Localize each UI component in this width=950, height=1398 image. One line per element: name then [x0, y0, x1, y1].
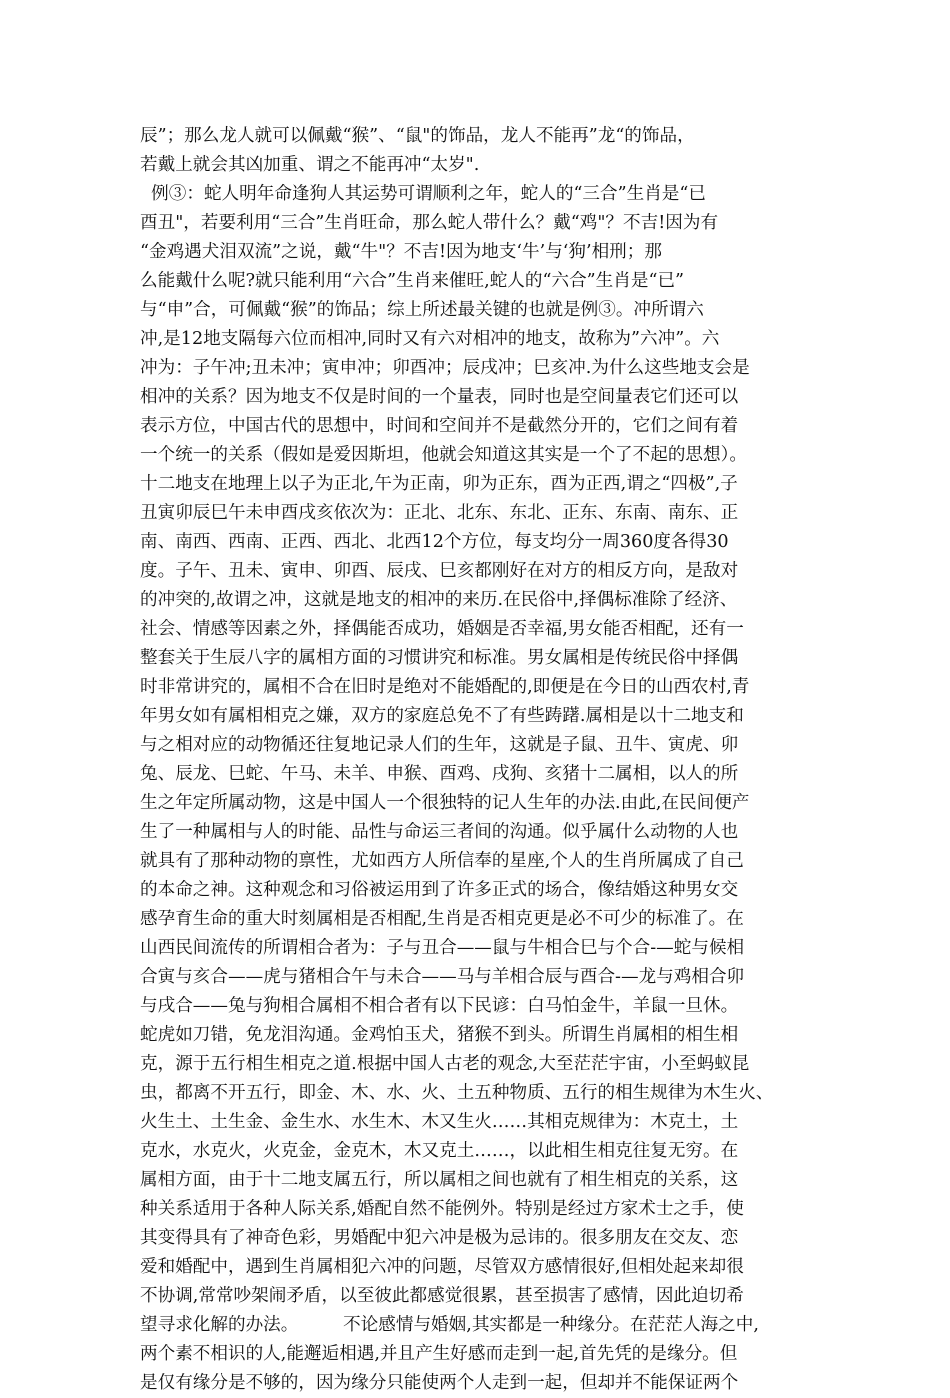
text-line: 的冲突的,故谓之冲，这就是地支的相冲的来历.在民俗中,择偶标准除了经济、 [140, 590, 738, 610]
text-line: 年男女如有属相相克之嫌，双方的家庭总免不了有些踌躇.属相是以十二地支和 [140, 706, 744, 726]
text-line: 就具有了那种动物的禀性，尤如西方人所信奉的星座,个人的生肖所属成了自己 [140, 851, 744, 871]
text-line: 社会、情感等因素之外，择偶能否成功，婚姻是否幸福,男女能否相配，还有一 [140, 619, 744, 639]
text-line: 合寅与亥合——虎与猪相合午与未合——马与羊相合辰与酉合-—龙与鸡相合卯 [140, 967, 745, 987]
text-line: 若戴上就会其凶加重、谓之不能再冲“太岁". [140, 155, 480, 175]
text-line: 冲为：子午冲;丑未冲；寅申冲；卯酉冲；辰戌冲；巳亥冲.为什么这些地支会是 [140, 358, 750, 378]
text-line: 一个统一的关系（假如是爱因斯坦，他就会知道这其实是一个了不起的思想）。 [140, 445, 747, 465]
text-line: 与之相对应的动物循还往复地记录人们的生年，这就是子鼠、丑牛、寅虎、卯 [140, 735, 739, 755]
text-line: 不协调,常常吵架闹矛盾，以至彼此都感觉很累，甚至损害了感情，因此迫切希 [140, 1286, 744, 1306]
text-line: 时非常讲究的，属相不合在旧时是绝对不能婚配的,即便是在今日的山西农村,青 [140, 677, 750, 697]
text-line: 其变得具有了神奇色彩，男婚配中犯六冲是极为忌讳的。很多朋友在交友、恋 [140, 1228, 739, 1248]
text-line: 丑寅卯辰巳午未申酉戌亥依次为：正北、北东、东北、正东、东南、南东、正 [140, 503, 739, 523]
text-line: 望寻求化解的办法。 不论感情与婚姻,其实都是一种缘分。在茫茫人海之中, [140, 1315, 759, 1335]
text-line: 感孕育生命的重大时刻属相是否相配,生肖是否相克更是必不可少的标准了。在 [140, 909, 744, 929]
text-line: 种关系适用于各种人际关系,婚配自然不能例外。特别是经过方家术士之手，使 [140, 1199, 744, 1219]
text-line: 生了一种属相与人的时能、品性与命运三者间的沟通。似乎属什么动物的人也 [140, 822, 739, 842]
text-line: 辰”；那么龙人就可以佩戴“猴”、“鼠"的饰品，龙人不能再”龙“的饰品， [140, 126, 695, 146]
text-line: “金鸡遇犬泪双流”之说，戴“牛"？不吉!因为地支‘牛’与‘狗’相刑；那 [140, 242, 662, 262]
text-line: 克，源于五行相生相克之道.根据中国人古老的观念,大至茫茫宇宙，小至蚂蚁昆 [140, 1054, 750, 1074]
text-line: 蛇虎如刀错，免龙泪沟通。金鸡怕玉犬，猪猴不到头。所谓生肖属相的相生相 [140, 1025, 739, 1045]
text-line: 整套关于生辰八字的属相方面的习惯讲究和标准。男女属相是传统民俗中择偶 [140, 648, 739, 668]
text-line: 属相方面，由于十二地支属五行，所以属相之间也就有了相生相克的关系，这 [140, 1170, 739, 1190]
text-line: 么能戴什么呢?就只能利用“六合”生肖来催旺,蛇人的“六合”生肖是“已” [140, 271, 685, 291]
text-line: 是仅有缘分是不够的，因为缘分只能使两个人走到一起，但却并不能保证两个 [140, 1373, 739, 1393]
text-line: 兔、辰龙、巳蛇、午马、未羊、申猴、酉鸡、戌狗、亥猪十二属相，以人的所 [140, 764, 739, 784]
text-line: 与“申”合，可佩戴“猴”的饰品；综上所述最关键的也就是例③。冲所谓六 [140, 300, 704, 320]
text-line: 爱和婚配中，遇到生肖属相犯六冲的问题，尽管双方感情很好,但相处起来却很 [140, 1257, 744, 1277]
text-line: 生之年定所属动物，这是中国人一个很独特的记人生年的办法.由此,在民间便产 [140, 793, 750, 813]
text-line: 克水，水克火，火克金，金克木，木又克土……，以此相生相克往复无穷。在 [140, 1141, 739, 1161]
text-line: 十二地支在地理上以子为正北,午为正南，卯为正东，酉为正西,谓之“四极”,子 [140, 474, 738, 494]
body-text [140, 122, 820, 1398]
text-line: 两个素不相识的人,能邂逅相遇,并且产生好感而走到一起,首先凭的是缘分。但 [140, 1344, 738, 1364]
text-line: 相冲的关系？因为地支不仅是时间的一个量表，同时也是空间量表它们还可以 [140, 387, 739, 407]
text-line: 南、南西、西南、正西、西北、北西12个方位，每支均分一周360度各得30 [140, 532, 729, 552]
text-line: 表示方位，中国古代的思想中，时间和空间并不是截然分开的，它们之间有着 [140, 416, 739, 436]
text-line: 冲,是12地支隔每六位而相冲,同时又有六对相冲的地支，故称为”六冲”。六 [140, 329, 720, 349]
text-line: 与戌合——兔与狗相合属相不相合者有以下民谚：白马怕金牛，羊鼠一旦休。 [140, 996, 739, 1016]
text-line: 山西民间流传的所谓相合者为：子与丑合——鼠与牛相合巳与个合-—蛇与候相 [140, 938, 745, 958]
text-line: 度。子午、丑未、寅申、卯酉、辰戌、巳亥都刚好在对方的相反方向，是敌对 [140, 561, 739, 581]
text-line: 的本命之神。这种观念和习俗被运用到了许多正式的场合，像结婚这种男女交 [140, 880, 739, 900]
text-line: 例③：蛇人明年命逢狗人其运势可谓顺利之年，蛇人的“三合”生肖是“已 [140, 184, 706, 204]
text-line: 酉丑"，若要利用“三合”生肖旺命，那么蛇人带什么？戴“鸡"？不吉!因为有 [140, 213, 719, 233]
text-line: 火生土、土生金、金生水、水生木、木又生火……其相克规律为：木克土，土 [140, 1112, 739, 1132]
text-line: 虫，都离不开五行，即金、木、水、火、土五种物质、五行的相生规律为木生火、 [140, 1083, 774, 1103]
